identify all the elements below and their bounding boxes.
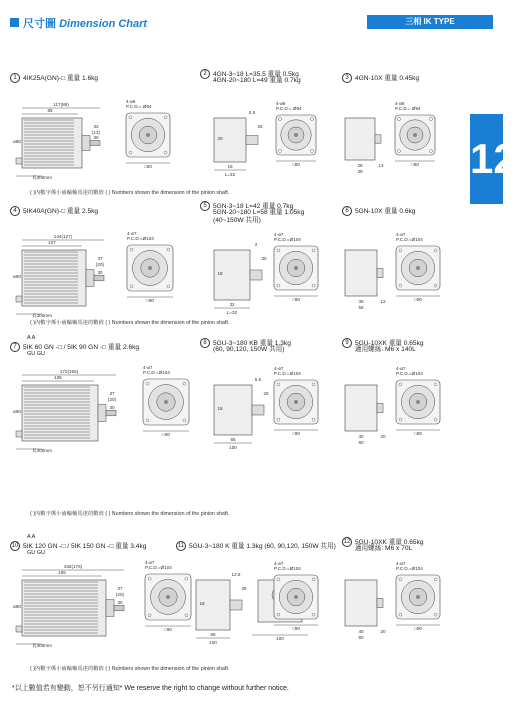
- r1-gearface-shaft-dot: [294, 133, 298, 137]
- r2-small-g9: 56: [358, 305, 364, 310]
- r2-motor-shaft: [94, 275, 104, 281]
- title-cn: 尺寸圖: [23, 18, 56, 30]
- r3-smallface-hole-3: [434, 418, 437, 421]
- r1-small-g8: 13: [378, 163, 384, 168]
- r4-gear-front-len: 100: [276, 636, 284, 641]
- r2-smallface-hole-3: [434, 284, 437, 287]
- item-6-text: 5GN-10X 重量 0.6kg: [355, 207, 416, 215]
- r2-motor-flange: [86, 270, 94, 287]
- r3-gearface-hole-2: [277, 418, 280, 421]
- r2-motor-a: 37: [97, 256, 103, 261]
- r3-smallface-pcd1: 4-ø7: [396, 366, 406, 371]
- r2-motor-lead: 長300mm: [32, 313, 52, 318]
- item-7-number: 7: [10, 342, 20, 352]
- r2-gearface-hole-0: [277, 249, 280, 252]
- r3-smallface-hole-1: [434, 383, 437, 386]
- r3-gearface-hole-1: [312, 383, 315, 386]
- item-5-text2: 5GN-20~180 L=58 重量 1.05kg: [213, 209, 305, 216]
- r2-gear-g4: 32: [229, 302, 235, 307]
- r1-gearface-pcd2: P.C.D.= Ø94: [276, 106, 302, 111]
- r1-motor-body: [22, 118, 82, 168]
- r2-smallface-shaft-dot: [416, 266, 420, 270]
- r4-small-g9: 60: [358, 635, 364, 640]
- r2-smallface-sq: □90: [414, 297, 422, 302]
- item-10-sub: GU GU: [27, 550, 46, 556]
- item-9-text: 5GU-10XK 重量 0.65kg: [355, 339, 424, 347]
- r3-gearface-hole-0: [277, 383, 280, 386]
- r1-smallface-shaft-dot: [413, 133, 417, 137]
- r3-gear-g6: 100: [229, 445, 237, 450]
- r2-small-body: [345, 250, 377, 296]
- r2-smallface-pcd1: 4-ø7: [396, 232, 406, 237]
- r4-gearface-hole-2: [277, 613, 280, 616]
- r2-gearface-pcd1: 4-ø7: [274, 232, 284, 237]
- r3-small-shaft: [377, 403, 383, 412]
- r4-smallface-pcd2: P.C.D.=Ø104: [396, 566, 423, 571]
- r2-face-pcd1: 4-ø7: [127, 231, 137, 236]
- r2-gearface-hole-2: [277, 284, 280, 287]
- r2-motor-dia: ø90: [13, 274, 21, 279]
- r4-face-pcd1: 4-ø7: [145, 560, 155, 565]
- item-11-text: 5GU-3~180 K 重量 1.3kg (60, 90,120, 150W 共用): [189, 542, 336, 550]
- r1-motor-b: (13): [91, 130, 101, 135]
- r4-motor-lead: 長300mm: [32, 643, 52, 648]
- r2-gear-g1: 2: [254, 242, 258, 247]
- r1-face-hole-2: [129, 151, 132, 154]
- r2-motor-body: [22, 250, 86, 306]
- r2-motor-cap: [16, 296, 22, 302]
- r1-motor-a: 32: [93, 124, 99, 129]
- r3-gear-g3: 18: [217, 406, 223, 411]
- r3-face-hole-1: [183, 382, 186, 385]
- r1-gear-out-shaft: [246, 136, 258, 145]
- r3-smallface-hole-0: [399, 383, 402, 386]
- r1-motor-sub: 85: [47, 108, 53, 113]
- r4-motor-body: [22, 580, 106, 636]
- item-10-number: 10: [11, 543, 19, 549]
- r4-motor-shaft: [114, 605, 124, 611]
- r3-face-hole-0: [146, 382, 149, 385]
- r2-small-shaft: [377, 268, 383, 277]
- r1-face-hole-0: [129, 116, 132, 119]
- r1-face-pcd1: 4-ø6: [126, 99, 136, 104]
- item-5-text3: (40~150W 共用): [213, 217, 261, 224]
- r3-gearface-shaft-dot: [294, 400, 298, 404]
- r3-motor-sub: 135: [54, 375, 62, 380]
- r2-gearface-hole-1: [312, 249, 315, 252]
- r3-face-hole-3: [183, 419, 186, 422]
- item-2-number: 2: [200, 69, 210, 79]
- item-8-text: 5GU-3~180 KB 重量 1.3kg: [213, 339, 291, 347]
- r4-face-hole-2: [148, 614, 151, 617]
- type-label: 三相 IK TYPE: [367, 15, 493, 29]
- r1-gear-g3: 20: [217, 136, 223, 141]
- item-1-text: 4IK25A(GN)-□ 重量 1.6kg: [23, 74, 99, 82]
- r3-motor-d: 30: [109, 405, 115, 410]
- r3-motor-a: 37: [109, 391, 115, 396]
- r2-gear-g3: 18: [217, 271, 223, 276]
- r3-face-shaft-dot: [164, 400, 168, 404]
- r3-gear-g4: 65: [230, 437, 236, 442]
- r3-motor-lead: 長300mm: [32, 448, 52, 453]
- item-8-number: 8: [200, 338, 210, 348]
- r2-small-g8: 12: [380, 299, 386, 304]
- r4-face-hole-1: [185, 577, 188, 580]
- r2-motor-sub: 107: [48, 240, 56, 245]
- r4-motor-cap: [16, 626, 22, 632]
- item-4-text: 5IK40A(GN)-□ 重量 2.5kg: [23, 207, 99, 215]
- r4-small-body: [345, 580, 377, 626]
- r4-smallface-hole-3: [434, 613, 437, 616]
- item-12-number: 12: [343, 539, 351, 545]
- r2-face-hole-1: [167, 248, 170, 251]
- r4-smallface-sq: □90: [414, 626, 422, 631]
- r3-smallface-pcd2: P.C.D.=Ø104: [396, 371, 423, 376]
- r1-gearface-hole-0: [279, 118, 282, 121]
- item-2-text2: 4GN-20~180 L=49 重量 0.7kg: [213, 77, 301, 84]
- item-4-number: 4: [10, 206, 20, 216]
- r2-face-hole-2: [130, 285, 133, 288]
- item-8-text2: (60, 90,120, 150W 共用): [213, 346, 285, 353]
- r1-gear-g2: 25: [257, 124, 263, 129]
- r4-gearface-hole-0: [277, 578, 280, 581]
- r4-gear-g1: 12.5: [231, 572, 241, 577]
- r4-small-shaft: [377, 598, 383, 607]
- pinion-note-3: ( )內數字係小齒輪軸馬達的數值 ( ) Numbers shown the dimension of the pinion shaft.: [30, 511, 230, 517]
- r3-gearface-pcd1: 4-ø7: [274, 366, 284, 371]
- item-10-text: 5IK 120 GN -□ / 5IK 150 GN -□ 重量 3.4kg: [23, 542, 147, 550]
- r4-face-pcd2: P.C.D.=Ø104: [145, 565, 172, 570]
- r2-gearface-sq: □90: [292, 297, 300, 302]
- r4-gearface-sq: □90: [292, 626, 300, 631]
- r3-small-body: [345, 385, 377, 431]
- r4-face-hole-3: [185, 614, 188, 617]
- r4-gearface-hole-3: [312, 613, 315, 616]
- r1-smallface-hole-2: [398, 150, 401, 153]
- r3-motor-body: [22, 385, 98, 441]
- r3-motor-cap: [16, 431, 22, 437]
- r2-smallface-hole-2: [399, 284, 402, 287]
- r1-gearface-hole-2: [279, 150, 282, 153]
- item-6-number: 6: [342, 206, 352, 216]
- r1-smallface-hole-0: [398, 118, 401, 121]
- r1-motor-flange: [82, 136, 90, 151]
- item-5-number: 5: [200, 201, 210, 211]
- r1-smallface-hole-1: [430, 118, 433, 121]
- r2-gear-g6: L=32: [226, 310, 238, 315]
- r2-small-g7: 38: [358, 299, 364, 304]
- r1-small-g7: 26: [357, 163, 363, 168]
- footer-note: *以上數值若有變動，恕不另行通知* We reserve the right to change without further notice.: [12, 685, 289, 692]
- item-1-number: 1: [10, 73, 20, 83]
- r3-motor-len: 172(155): [59, 369, 79, 374]
- item-7-sub: GU GU: [27, 351, 46, 357]
- r1-motor-d: 30: [93, 135, 99, 140]
- r2-smallface-hole-1: [434, 249, 437, 252]
- r4-gear-g4: 65: [210, 632, 216, 637]
- r3-gearface-sq: □90: [292, 431, 300, 436]
- r4-motor-d: 30: [117, 600, 123, 605]
- r3-gear-out-shaft: [252, 405, 264, 415]
- pinion-note-4: ( )內數字係小齒輪軸馬達的數值 ( ) Numbers shown the dimension of the pinion shaft.: [30, 666, 230, 672]
- item-7-text: 5IK 60 GN -□ / 5IK 90 GN -□ 重量 2.6kg: [23, 343, 140, 351]
- r4-gearface-shaft-dot: [294, 595, 298, 599]
- item-5-text: 5GN-3~18 L=42 重量 0.7kg: [213, 202, 294, 210]
- r4-motor-dia: ø90: [13, 604, 21, 609]
- r3-small-g7: 40: [358, 434, 364, 439]
- item-7-sup: A A: [27, 335, 36, 341]
- r3-smallface-shaft-dot: [416, 400, 420, 404]
- r2-motor-b: (20): [95, 262, 105, 267]
- r1-face-sq: □80: [144, 164, 152, 169]
- r4-face-hole-0: [148, 577, 151, 580]
- r4-motor-a: 37: [117, 586, 123, 591]
- r3-gearface-pcd2: P.C.D.=Ø104: [274, 371, 301, 376]
- r3-gear-g1: 5.5: [254, 377, 262, 382]
- r1-motor-shaft: [90, 141, 100, 146]
- item-9-number: 9: [342, 338, 352, 348]
- item-2-text: 4GN-3~18 L=35.5 重量 0.5kg: [213, 70, 299, 78]
- r2-face-hole-3: [167, 285, 170, 288]
- item-11-number: 11: [177, 543, 185, 549]
- r1-motor-dia: ø80: [13, 139, 21, 144]
- r4-gear-g6: 100: [209, 640, 217, 645]
- r4-small-g7: 40: [358, 629, 364, 634]
- r4-small-g8: 20: [380, 629, 386, 634]
- r1-face-hole-1: [164, 116, 167, 119]
- r3-face-pcd2: P.C.D.=Ø104: [143, 370, 170, 375]
- r1-motor-lead: 長300mm: [32, 175, 52, 180]
- r1-motor-cap: [16, 158, 22, 164]
- r4-smallface-hole-1: [434, 578, 437, 581]
- r1-small-g9: 39: [357, 169, 363, 174]
- item-12-text2: 適用螺絲: M6 x 70L: [355, 545, 413, 552]
- item-3-number: 3: [342, 73, 352, 83]
- r3-motor-dia: ø90: [13, 409, 21, 414]
- r3-smallface-sq: □90: [414, 431, 422, 436]
- r4-smallface-pcd1: 4-ø7: [396, 561, 406, 566]
- r2-motor-len: 144(127): [53, 234, 73, 239]
- r2-gearface-pcd2: P.C.D.=Ø104: [274, 237, 301, 242]
- r4-motor-sub: 155: [58, 570, 66, 575]
- r1-small-body: [345, 118, 375, 160]
- r1-smallface-pcd2: P.C.D.= Ø94: [395, 106, 421, 111]
- r2-motor-d: 30: [97, 270, 103, 275]
- r4-face-shaft-dot: [166, 595, 170, 599]
- r3-gear-g2: 28: [263, 391, 269, 396]
- r3-smallface-hole-2: [399, 418, 402, 421]
- r1-gearface-hole-3: [311, 150, 314, 153]
- r3-face-pcd1: 4-ø7: [143, 365, 153, 370]
- r2-face-pcd2: P.C.D.=Ø104: [127, 236, 154, 241]
- r1-gear-g6: L=32: [224, 172, 236, 177]
- r1-gearface-sq: □80: [292, 162, 300, 167]
- item-10-sup: A A: [27, 534, 36, 540]
- r1-motor-len: 117(88): [53, 102, 69, 107]
- r2-gear-g2: 30: [261, 256, 267, 261]
- r4-gear-g2: 28: [241, 586, 247, 591]
- r1-face-hole-3: [164, 151, 167, 154]
- side-tab: 12: [470, 114, 503, 204]
- title-en: Dimension Chart: [59, 18, 148, 30]
- r1-smallface-pcd1: 4-ø6: [395, 101, 405, 106]
- r1-gear-g4: 15: [227, 164, 233, 169]
- r3-small-g9: 60: [358, 440, 364, 445]
- r2-face-sq: □90: [146, 298, 154, 303]
- r3-motor-b: (20): [107, 397, 117, 402]
- r4-smallface-shaft-dot: [416, 595, 420, 599]
- r4-gearface-pcd1: 4-ø7: [274, 561, 284, 566]
- r1-small-shaft: [375, 135, 381, 143]
- r4-motor-b: (20): [115, 592, 125, 597]
- r1-smallface-hole-3: [430, 150, 433, 153]
- r4-face-sq: □90: [164, 627, 172, 632]
- r3-face-hole-2: [146, 419, 149, 422]
- r4-gear-out-shaft: [230, 600, 242, 610]
- r1-face-pcd2: P.C.D.= Ø94: [126, 104, 152, 109]
- r4-gear-g3: 18: [199, 601, 205, 606]
- r2-gearface-hole-3: [312, 284, 315, 287]
- r2-face-hole-0: [130, 248, 133, 251]
- r3-gearface-hole-3: [312, 418, 315, 421]
- r4-motor-flange: [106, 600, 114, 617]
- r3-small-g8: 20: [380, 434, 386, 439]
- r4-gearface-pcd2: P.C.D.=Ø104: [274, 566, 301, 571]
- item-12-text: 5GU-10XK 重量 0.65kg: [355, 538, 424, 546]
- r4-gearface-hole-1: [312, 578, 315, 581]
- pinion-note-2: ( )內數字係小齒輪軸馬達的數值 ( ) Numbers shown the dimension of the pinion shaft.: [30, 320, 230, 326]
- r1-gearface-hole-1: [311, 118, 314, 121]
- r1-gear-g1: 2.5: [248, 110, 256, 115]
- pinion-note-1: ( )內數字係小齒輪軸馬達的數值 ( ) Numbers shown the dimension of the pinion shaft.: [30, 190, 230, 196]
- r2-gear-out-shaft: [250, 270, 262, 280]
- r1-smallface-sq: □80: [411, 162, 419, 167]
- r4-motor-len: 192(176): [63, 564, 83, 569]
- r1-face-shaft-dot: [146, 133, 150, 137]
- item-9-text2: 適用螺絲: M6 x 140L: [355, 346, 416, 353]
- r4-smallface-hole-2: [399, 613, 402, 616]
- r1-gearface-pcd1: 4-ø6: [276, 101, 286, 106]
- r3-motor-flange: [98, 405, 106, 422]
- r3-face-sq: □90: [162, 432, 170, 437]
- r4-smallface-hole-0: [399, 578, 402, 581]
- item-3-text: 4GN-10X 重量 0.45kg: [355, 74, 420, 82]
- r3-motor-shaft: [106, 410, 116, 416]
- r2-smallface-hole-0: [399, 249, 402, 252]
- r2-face-shaft-dot: [148, 266, 152, 270]
- r2-gearface-shaft-dot: [294, 266, 298, 270]
- r2-smallface-pcd2: P.C.D.=Ø104: [396, 237, 423, 242]
